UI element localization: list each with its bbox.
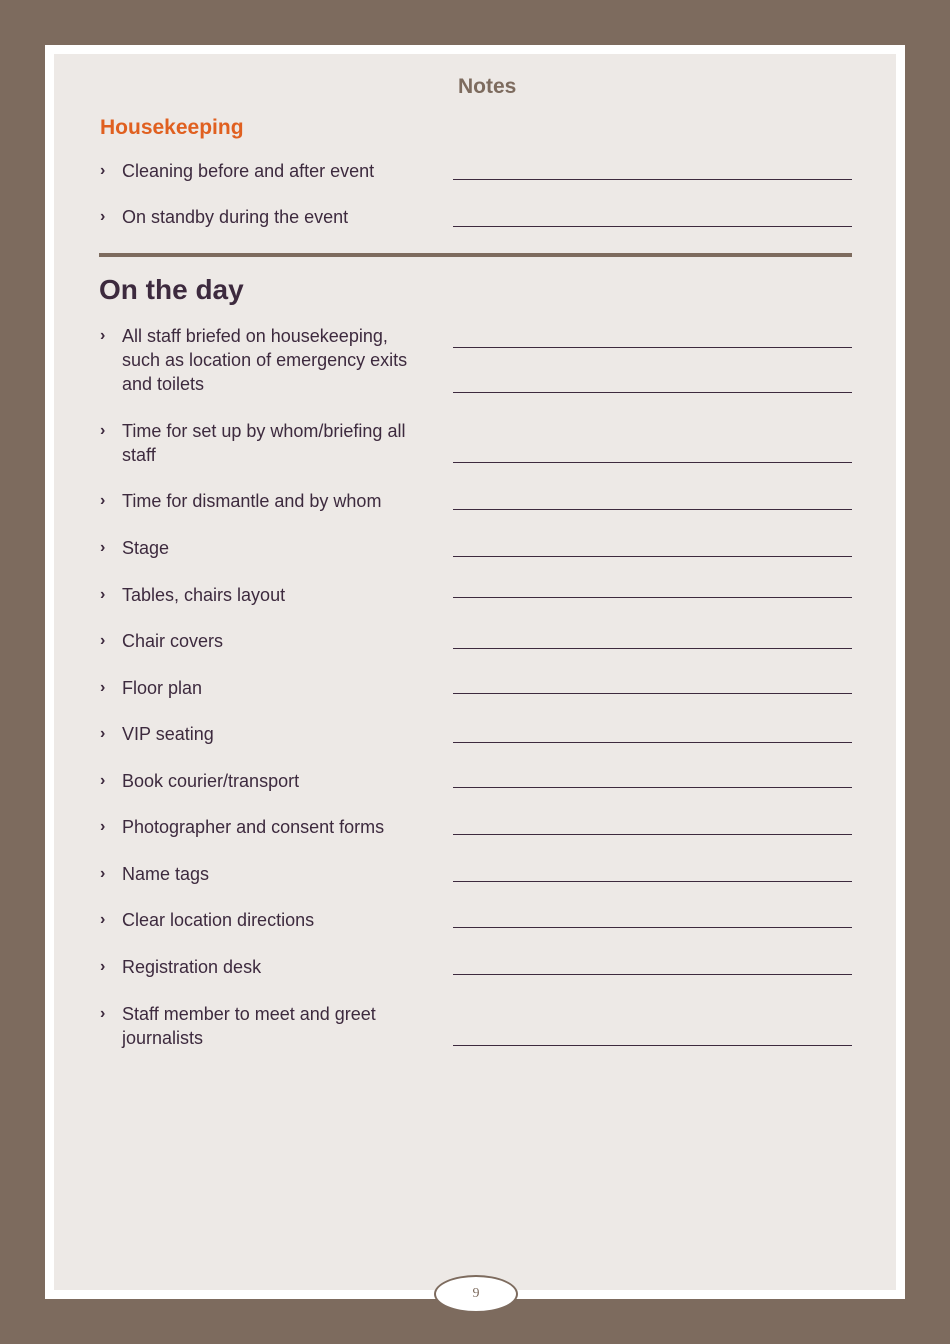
checklist-item (100, 583, 430, 607)
notes-line[interactable] (453, 392, 852, 393)
checklist-item (100, 722, 430, 746)
chevron-right-icon: › (100, 865, 106, 882)
notes-line[interactable] (453, 226, 852, 227)
chevron-right-icon: › (100, 327, 106, 344)
checklist-item-label: Registration desk (122, 957, 262, 977)
on-the-day-heading: On the day (99, 274, 244, 305)
checklist-item-label: Chair covers (122, 631, 224, 651)
chevron-right-icon: › (100, 162, 106, 179)
checklist-item (100, 1002, 430, 1050)
checklist-item-label: Book courier/transport (122, 771, 300, 791)
chevron-right-icon: › (100, 772, 106, 789)
notes-line[interactable] (453, 509, 852, 510)
checklist-item (100, 769, 430, 793)
chevron-right-icon: › (100, 632, 106, 649)
checklist-item-label: Floor plan (122, 678, 203, 698)
checklist-item (100, 629, 430, 653)
page-number: 9 (434, 1275, 518, 1313)
checklist-item-label: Staff member to meet and greet journalists (122, 1004, 376, 1048)
checklist-item (100, 676, 430, 700)
checklist-item (100, 205, 430, 229)
checklist-item (100, 419, 430, 467)
checklist-item (100, 815, 430, 839)
checklist-item-label: Cleaning before and after event (122, 161, 375, 181)
chevron-right-icon: › (100, 958, 106, 975)
chevron-right-icon: › (100, 422, 106, 439)
page-panel (54, 54, 896, 1290)
checklist-item (100, 489, 430, 513)
checklist-item (100, 324, 430, 396)
notes-line[interactable] (453, 742, 852, 743)
chevron-right-icon: › (100, 492, 106, 509)
checklist-item-label: VIP seating (122, 724, 214, 744)
notes-line[interactable] (453, 693, 852, 694)
notes-line[interactable] (453, 648, 852, 649)
notes-line[interactable] (453, 556, 852, 557)
checklist-item-label: Stage (122, 538, 170, 558)
checklist-item (100, 862, 430, 886)
checklist-item-label: Clear location directions (122, 910, 315, 930)
notes-line[interactable] (453, 974, 852, 975)
checklist-item-label: Photographer and consent forms (122, 817, 385, 837)
chevron-right-icon: › (100, 725, 106, 742)
chevron-right-icon: › (100, 911, 106, 928)
section-divider (99, 253, 852, 257)
checklist-item (100, 536, 430, 560)
checklist-item-label: Time for set up by whom/briefing all staff (122, 421, 406, 465)
notes-heading: Notes (458, 75, 517, 98)
checklist-item (100, 159, 430, 183)
chevron-right-icon: › (100, 586, 106, 603)
chevron-right-icon: › (100, 539, 106, 556)
housekeeping-heading: Housekeeping (100, 116, 244, 139)
checklist-item-label: On standby during the event (122, 207, 349, 227)
chevron-right-icon: › (100, 679, 106, 696)
notes-line[interactable] (453, 462, 852, 463)
notes-line[interactable] (453, 1045, 852, 1046)
notes-line[interactable] (453, 927, 852, 928)
checklist-item-label: Tables, chairs layout (122, 585, 286, 605)
checklist-item (100, 955, 430, 979)
notes-line[interactable] (453, 179, 852, 180)
checklist-item-label: Time for dismantle and by whom (122, 491, 382, 511)
chevron-right-icon: › (100, 208, 106, 225)
notes-line[interactable] (453, 834, 852, 835)
checklist-item (100, 908, 430, 932)
notes-line[interactable] (453, 881, 852, 882)
notes-line[interactable] (453, 347, 852, 348)
checklist-item-label: All staff briefed on housekeeping, such as location of emergency exits and toilets (122, 326, 408, 394)
notes-line[interactable] (453, 597, 852, 598)
chevron-right-icon: › (100, 1005, 106, 1022)
checklist-item-label: Name tags (122, 864, 210, 884)
chevron-right-icon: › (100, 818, 106, 835)
notes-line[interactable] (453, 787, 852, 788)
